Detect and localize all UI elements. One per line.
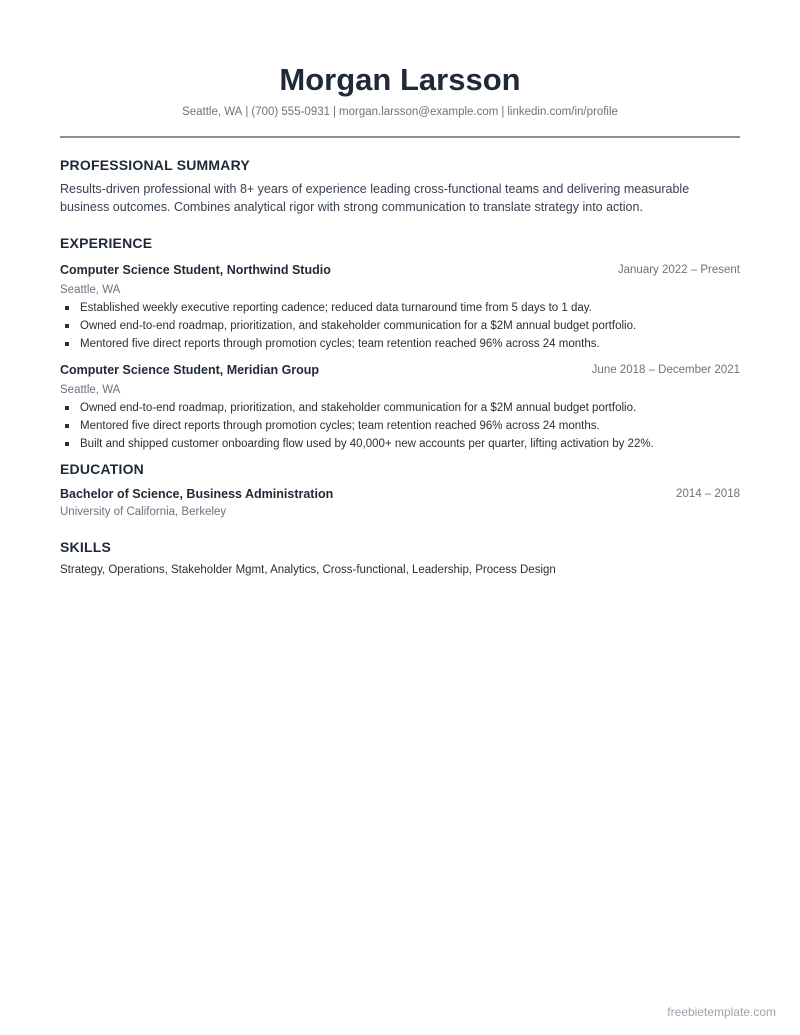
bullet-icon <box>65 424 69 428</box>
bullet-icon <box>65 324 69 328</box>
job-bullet <box>60 399 740 417</box>
job-bullet <box>60 317 740 335</box>
contact-separator: | <box>245 106 249 118</box>
job-bullet <box>60 299 740 317</box>
bullet-text: Established weekly executive reporting cadence; reduced data turnaround time from 5 days to 1 day. <box>80 302 592 314</box>
job-location: Seattle, WA <box>60 284 121 296</box>
experience-heading: EXPERIENCE <box>60 235 153 251</box>
job-bullets <box>60 399 740 453</box>
contact-separator: | <box>501 106 505 118</box>
job-bullet <box>60 335 740 353</box>
school-name: University of California, Berkeley <box>60 506 227 518</box>
job-dates: June 2018 – December 2021 <box>591 364 740 376</box>
contact-linkedin: linkedin.com/in/profile <box>507 106 618 118</box>
education-header <box>60 485 740 503</box>
summary-heading: PROFESSIONAL SUMMARY <box>60 157 250 173</box>
contact-separator: | <box>333 106 337 118</box>
contact-email: morgan.larsson@example.com <box>339 106 499 118</box>
bullet-text: Mentored five direct reports through promotion cycles; team retention reached 96% across 24 months. <box>80 338 600 350</box>
job-bullet <box>60 435 740 453</box>
contact-phone: (700) 555-0931 <box>251 106 331 118</box>
job-title: Computer Science Student, Meridian Group <box>60 363 320 377</box>
header-divider <box>60 136 740 138</box>
job-location: Seattle, WA <box>60 384 121 396</box>
job-bullets <box>60 299 740 353</box>
bullet-icon <box>65 306 69 310</box>
summary-text: Results-driven professional with 8+ years of experience leading cross-functional teams and delivering measurable business outcomes. Combines analytical rigor with strong communication to translate strategy into action. <box>60 182 690 214</box>
job-header <box>60 361 740 379</box>
degree-title: Bachelor of Science, Business Administration <box>60 487 334 501</box>
job-dates: January 2022 – Present <box>617 264 740 276</box>
watermark-link[interactable]: freebietemplate.com <box>667 1005 776 1019</box>
job-header <box>60 261 740 279</box>
bullet-icon <box>65 406 69 410</box>
bullet-text: Owned end-to-end roadmap, prioritization, and stakeholder communication for a $2M annual budget portfolio. <box>80 320 637 332</box>
skills-list: Strategy, Operations, Stakeholder Mgmt, Analytics, Cross-functional, Leadership, Process Design <box>60 564 556 576</box>
contact-line <box>60 104 740 120</box>
contact-location: Seattle, WA <box>182 106 243 118</box>
bullet-text: Built and shipped customer onboarding flow used by 40,000+ new accounts per quarter, lifting activation by 22%. <box>80 438 654 450</box>
education-heading: EDUCATION <box>60 461 144 477</box>
bullet-text: Mentored five direct reports through promotion cycles; team retention reached 96% across 24 months. <box>80 420 600 432</box>
bullet-text: Owned end-to-end roadmap, prioritization, and stakeholder communication for a $2M annual budget portfolio. <box>80 402 637 414</box>
education-dates: 2014 – 2018 <box>676 488 740 500</box>
candidate-name: Morgan Larsson <box>279 62 521 97</box>
job-title: Computer Science Student, Northwind Studio <box>60 263 331 277</box>
bullet-icon <box>65 442 69 446</box>
skills-heading: SKILLS <box>60 539 111 555</box>
job-bullet <box>60 417 740 435</box>
bullet-icon <box>65 342 69 346</box>
